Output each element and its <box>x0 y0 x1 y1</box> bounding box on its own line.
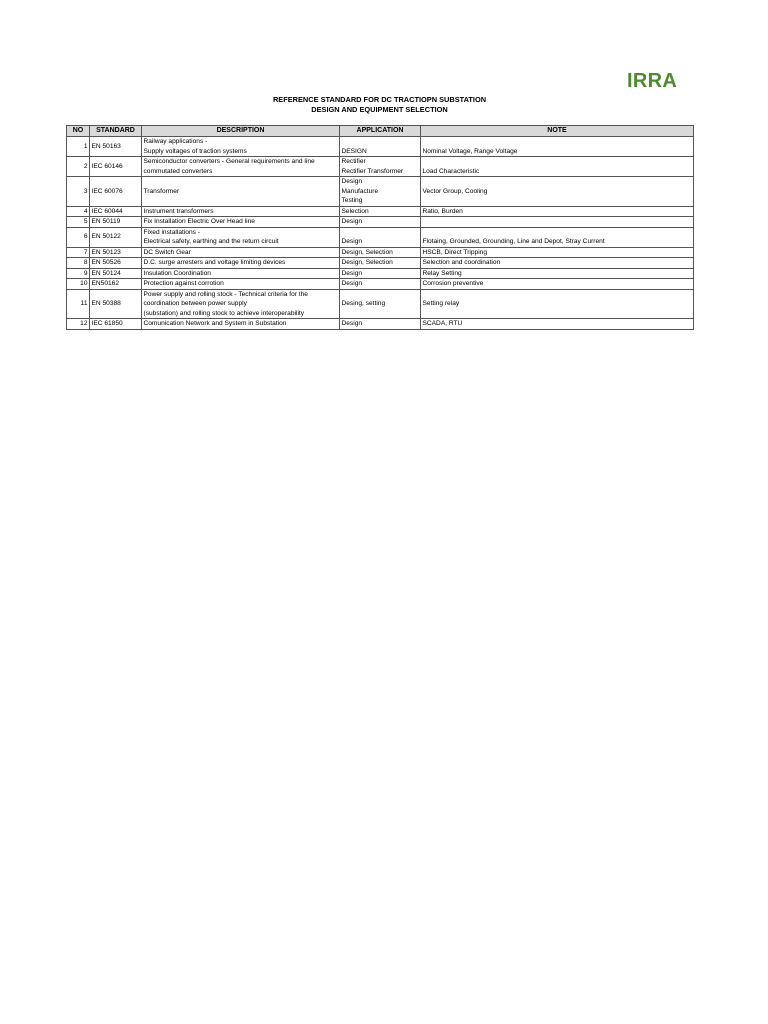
cell-application <box>340 279 421 290</box>
cell-application <box>340 206 421 217</box>
cell-description <box>142 289 340 319</box>
cell-application-line: Desing, setting <box>341 300 386 307</box>
table-row <box>67 177 694 207</box>
cell-application <box>340 268 421 279</box>
cell-note <box>421 258 694 269</box>
cell-standard: IEC 61850 <box>90 319 142 330</box>
cell-application-line: Design <box>341 269 363 277</box>
cell-note-line: Ratio, Burden <box>422 207 463 215</box>
cell-standard: IEC 60076 <box>90 177 142 207</box>
header-no: NO <box>67 126 90 137</box>
cell-note-line: Relay Setting <box>422 269 462 277</box>
cell-note-line <box>423 217 692 227</box>
cell-application <box>340 289 421 319</box>
cell-application-line: Design <box>341 320 363 327</box>
cell-note-line <box>423 228 692 238</box>
cell-standard: EN 50119 <box>90 217 142 228</box>
cell-description-line: Fixed installations - <box>143 228 200 236</box>
table-row <box>67 319 694 330</box>
cell-no: 12 <box>67 319 90 330</box>
cell-note-line <box>423 137 692 147</box>
cell-no: 7 <box>67 247 90 258</box>
cell-note <box>421 227 694 247</box>
cell-note-line: Setting relay <box>422 300 460 307</box>
cell-note-line: Load Characteristic <box>422 167 480 175</box>
cell-no: 6 <box>67 227 90 247</box>
table-body <box>67 137 694 330</box>
cell-description-line: Supply voltages of traction systems <box>143 147 247 155</box>
cell-note <box>421 137 694 157</box>
table-row <box>67 289 694 319</box>
cell-application <box>340 247 421 258</box>
cell-no: 3 <box>67 177 90 207</box>
cell-description-line: Railway applications - <box>143 138 208 145</box>
cell-no: 1 <box>67 137 90 157</box>
cell-description-line: DC Switch Gear <box>143 248 191 256</box>
cell-description <box>142 137 340 157</box>
cell-application-line <box>342 228 419 238</box>
cell-application-line: Design, Selection <box>341 248 393 256</box>
cell-note-line: HSCB, Direct Tripping <box>422 248 487 256</box>
cell-application-line: Design <box>341 238 363 245</box>
cell-description-line: D.C. surge arresters and voltage limiting devices <box>143 259 286 266</box>
cell-no: 2 <box>67 157 90 177</box>
cell-application-line: Design <box>341 280 363 287</box>
irra-logo: IRRA <box>627 70 678 92</box>
cell-note <box>421 206 694 217</box>
cell-description-line: Comunication Network and System in Substation <box>143 320 287 327</box>
title-line-1: REFERENCE STANDARD FOR DC TRACTIOPN SUBSTATION <box>272 95 487 104</box>
table-row <box>67 279 694 290</box>
cell-no: 11 <box>67 289 90 319</box>
cell-standard: EN 50526 <box>90 258 142 269</box>
cell-standard: EN 50388 <box>90 289 142 319</box>
cell-application-line: Manufacture <box>341 187 379 195</box>
cell-description <box>142 157 340 177</box>
cell-note <box>421 279 694 290</box>
cell-note <box>421 217 694 228</box>
cell-description-line: (substation) and rolling stock to achieve interoperability <box>143 309 305 317</box>
table-row <box>67 217 694 228</box>
cell-standard: EN 50122 <box>90 227 142 247</box>
cell-note-line: Nominal Voltage, Range Voltage <box>422 147 518 155</box>
cell-note-line: SCADA, RTU <box>422 320 463 327</box>
header-note: NOTE <box>421 126 694 137</box>
cell-description <box>142 258 340 269</box>
cell-note <box>421 247 694 258</box>
cell-no: 10 <box>67 279 90 290</box>
cell-note-line: Corrosion preventive <box>422 280 484 287</box>
table-row <box>67 137 694 157</box>
cell-application-line: Rectifier <box>341 158 366 165</box>
cell-application-line: Testing <box>341 197 363 204</box>
cell-application <box>340 157 421 177</box>
cell-application-line <box>342 137 419 147</box>
table-row <box>67 268 694 279</box>
cell-no: 5 <box>67 217 90 228</box>
cell-note-line: Vector Group, Cooling <box>422 187 488 195</box>
cell-note-line: Selection and coordination <box>422 259 501 266</box>
cell-application <box>340 319 421 330</box>
cell-application-line: Design <box>341 178 363 185</box>
cell-description <box>142 206 340 217</box>
cell-description-line: Fix Installation Electric Over Head line <box>143 218 255 225</box>
table-row <box>67 157 694 177</box>
cell-no: 8 <box>67 258 90 269</box>
cell-description-line: Insulation Coordination <box>143 269 211 277</box>
header-standard: STANDARD <box>90 126 142 137</box>
title-line-2: DESIGN AND EQUIPMENT SELECTION <box>311 105 448 114</box>
cell-note-line: Flotaing, Grounded, Grounding, Line and Depot, Stray Current <box>422 238 605 245</box>
cell-description-line: coordination between power supply <box>143 300 247 307</box>
table-row <box>67 258 694 269</box>
cell-description <box>142 177 340 207</box>
table-row <box>67 247 694 258</box>
table-row <box>67 206 694 217</box>
cell-standard: EN50162 <box>90 279 142 290</box>
cell-application-line: Selection <box>341 207 369 215</box>
cell-application <box>340 137 421 157</box>
table-row <box>67 227 694 247</box>
cell-application-line: DESIGN <box>341 147 367 155</box>
cell-no: 9 <box>67 268 90 279</box>
header-application: APPLICATION <box>340 126 421 137</box>
cell-description <box>142 227 340 247</box>
cell-description <box>142 268 340 279</box>
cell-description-line: commutated converters <box>143 167 213 175</box>
cell-standard: EN 50123 <box>90 247 142 258</box>
cell-description <box>142 217 340 228</box>
cell-standard: EN 50124 <box>90 268 142 279</box>
cell-description <box>142 279 340 290</box>
cell-standard: IEC 60146 <box>90 157 142 177</box>
cell-note <box>421 157 694 177</box>
cell-standard: EN 50163 <box>90 137 142 157</box>
document-title <box>66 95 693 115</box>
cell-application-line: Rectifier Transformer <box>341 167 404 175</box>
cell-description-line: Protection against corrotion <box>143 280 224 287</box>
cell-description-line: Electrical safety, earthing and the return circuit <box>143 238 279 245</box>
cell-application <box>340 258 421 269</box>
standards-table <box>66 125 694 330</box>
cell-application <box>340 217 421 228</box>
cell-description-line: Power supply and rolling stock - Technical criteria for the <box>143 290 308 298</box>
cell-note <box>421 177 694 207</box>
header-description: DESCRIPTION <box>142 126 340 137</box>
cell-no: 4 <box>67 206 90 217</box>
cell-description-line: Transformer <box>143 187 180 195</box>
cell-note <box>421 319 694 330</box>
cell-application <box>340 227 421 247</box>
cell-application-line: Design <box>341 218 363 225</box>
table-header-row <box>67 126 694 137</box>
cell-description-line: Semiconductor converters - General requirements and line <box>143 158 315 165</box>
cell-note-line <box>423 157 692 167</box>
cell-note <box>421 268 694 279</box>
cell-application <box>340 177 421 207</box>
cell-note <box>421 289 694 319</box>
cell-description <box>142 319 340 330</box>
cell-standard: IEC 60044 <box>90 206 142 217</box>
cell-description <box>142 247 340 258</box>
cell-application-line: Design, Selection <box>341 259 393 266</box>
cell-description-line: Instrument transformers <box>143 207 214 215</box>
